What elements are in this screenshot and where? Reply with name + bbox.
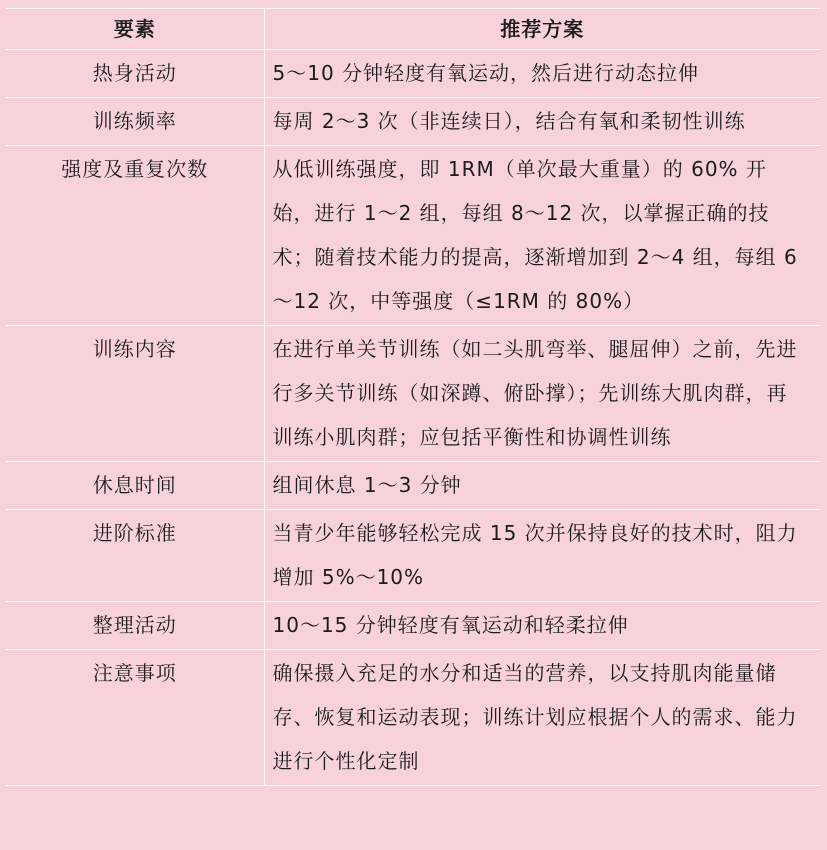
element-cell: 进阶标准	[6, 510, 264, 602]
plan-cell: 在进行单关节训练（如二头肌弯举、腿屈伸）之前，先进行多关节训练（如深蹲、俯卧撑）；先训练大肌肉群，再训练小肌肉群；应包括平衡性和协调性训练	[264, 326, 820, 462]
table-row	[6, 326, 820, 462]
element-cell: 训练频率	[6, 98, 264, 146]
element-cell: 训练内容	[6, 326, 264, 462]
table-row	[6, 50, 820, 98]
table-header-row	[6, 9, 820, 50]
table-row	[6, 510, 820, 602]
element-cell: 整理活动	[6, 602, 264, 650]
element-cell: 注意事项	[6, 650, 264, 786]
plan-cell: 当青少年能够轻松完成 15 次并保持良好的技术时，阻力增加 5%～10%	[264, 510, 820, 602]
element-cell: 强度及重复次数	[6, 146, 264, 326]
plan-cell: 5～10 分钟轻度有氧运动，然后进行动态拉伸	[264, 50, 820, 98]
plan-cell: 每周 2～3 次（非连续日），结合有氧和柔韧性训练	[264, 98, 820, 146]
plan-cell: 10～15 分钟轻度有氧运动和轻柔拉伸	[264, 602, 820, 650]
table-row	[6, 650, 820, 786]
training-recommendation-table	[6, 8, 820, 786]
plan-cell: 确保摄入充足的水分和适当的营养，以支持肌肉能量储存、恢复和运动表现；训练计划应根据个人的需求、能力进行个性化定制	[264, 650, 820, 786]
header-element: 要素	[6, 9, 264, 50]
element-cell: 休息时间	[6, 462, 264, 510]
table-row	[6, 98, 820, 146]
table-row	[6, 602, 820, 650]
plan-cell: 组间休息 1～3 分钟	[264, 462, 820, 510]
table-row	[6, 462, 820, 510]
element-cell: 热身活动	[6, 50, 264, 98]
table-row	[6, 146, 820, 326]
plan-cell: 从低训练强度，即 1RM（单次最大重量）的 60% 开始，进行 1～2 组，每组 8～12 次，以掌握正确的技术；随着技术能力的提高，逐渐增加到 2～4 组，每组 6～12 次，中等强度（≤1RM 的 80%）	[264, 146, 820, 326]
header-plan: 推荐方案	[264, 9, 820, 50]
